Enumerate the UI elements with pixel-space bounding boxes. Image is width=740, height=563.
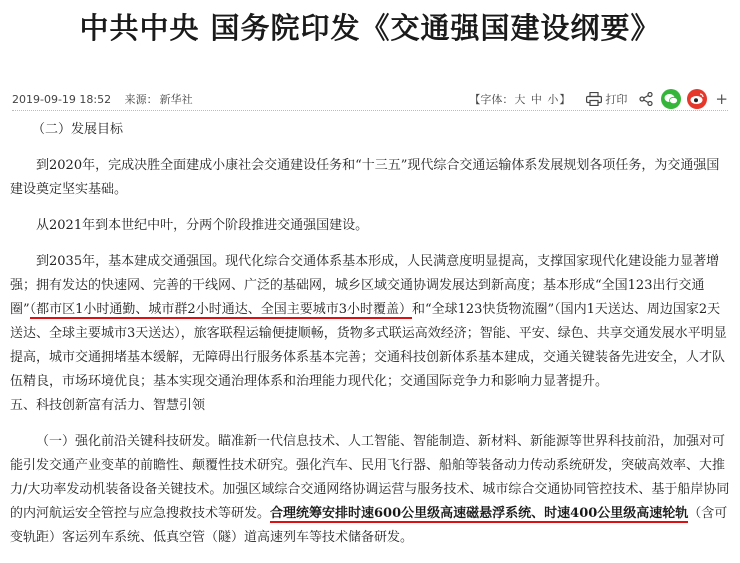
- article-info: [12, 91, 203, 107]
- weibo-eye-icon: [690, 93, 704, 105]
- source-name: 新华社: [159, 93, 193, 106]
- print-label: 打印: [605, 93, 628, 106]
- underlined-high-speed-rail: 合理统筹安排时速600公里级高速磁悬浮系统、时速400公里级高速轮轨: [270, 506, 689, 521]
- source-info: [125, 93, 193, 106]
- section-heading-innovation: 五、科技创新富有活力、智慧引领: [10, 398, 206, 413]
- paragraph-2020: 到2020年，完成决胜全面建成小康社会交通建设任务和“十三五”现代综合交通运输体系发展规划各项任务，为交通强国建设奠定坚实基础。: [10, 158, 720, 197]
- font-size-selector: [469, 91, 570, 107]
- paragraph-tech-rd: [10, 430, 730, 550]
- print-button[interactable]: [586, 91, 627, 107]
- paragraph-2035: [10, 250, 730, 394]
- font-size-label-prefix: 【字体：: [469, 93, 514, 106]
- article-meta-bar: [12, 88, 728, 110]
- source-label: 来源：: [124, 93, 158, 106]
- paragraph-tech-part1: （一）强化前沿关键科技研发。瞄准新一代信息技术、人工智能、智能制造、新材料、新能源等世界科技前沿，加强对可能引发交通产业变革的前瞻性、颠覆性技术研究。强化汽车、民用飞行器、船舶等装备动力传动系统研发，突破高效率、大推力/大功率发动机装备设备关键技术。加强区域综合交通网络协调运营与服务技术、城市综合交通协同管控技术、基于船岸协同的内河航运安全管控与应急搜救技术等研发。: [10, 434, 730, 521]
- meta-divider: [12, 110, 728, 111]
- wechat-icon[interactable]: [661, 89, 681, 109]
- font-size-label-suffix: 】: [559, 93, 571, 106]
- paragraph-2035-part1: 到2035年，基本建成交通强国。现代化综合交通体系基本形成，人民满意度明显提高，支撑国家现代化建设能力显著增强；拥有发达的快速网、完善的干线网、广泛的基础网，城乡区域交通协调发展达到新高度；基本形成“全国123出行交通圈”: [10, 254, 720, 317]
- paragraph-2021: 从2021年到本世纪中叶，分两个阶段推进交通强国建设。: [36, 218, 369, 233]
- article-body: [10, 118, 730, 550]
- font-size-small-button[interactable]: 小: [547, 93, 559, 106]
- wechat-bubbles-icon: [664, 93, 678, 105]
- publish-datetime: 2019-09-19 18:52: [12, 93, 112, 106]
- printer-icon: [586, 92, 602, 106]
- underlined-commute-circle: （都市区1小时通勤、城市群2小时通达、全国主要城市3小时覆盖）: [29, 302, 412, 317]
- more-share-button[interactable]: +: [715, 90, 728, 108]
- font-size-medium-button[interactable]: 中: [530, 93, 542, 106]
- article-tools: [469, 88, 728, 110]
- paragraph-tech-part2: （含可变轨距）客运列车系统、低真空管（隧）道高速列车等技术储备研发。: [10, 506, 728, 545]
- weibo-icon[interactable]: [687, 89, 707, 109]
- article-title: 中共中央 国务院印发《交通强国建设纲要》: [79, 11, 661, 45]
- share-icon[interactable]: [639, 92, 653, 106]
- font-size-large-button[interactable]: 大: [514, 93, 526, 106]
- paragraph-2035-part2: 和“全球123快货物流圈”（国内1天送达、周边国家2天送达、全球主要城市3天送达），旅客联程运输便捷顺畅，货物多式联运高效经济；智能、平安、绿色、共享交通发展水平明显提高，城市交通拥堵基本缓解，无障碍出行服务体系基本完善；交通科技创新体系基本建成，交通关键装备先进安全，人才队伍精良，市场环境优良；基本实现交通治理体系和治理能力现代化；交通国际竞争力和影响力显著提升。: [10, 302, 727, 389]
- section-heading-goals: （二）发展目标: [32, 122, 124, 137]
